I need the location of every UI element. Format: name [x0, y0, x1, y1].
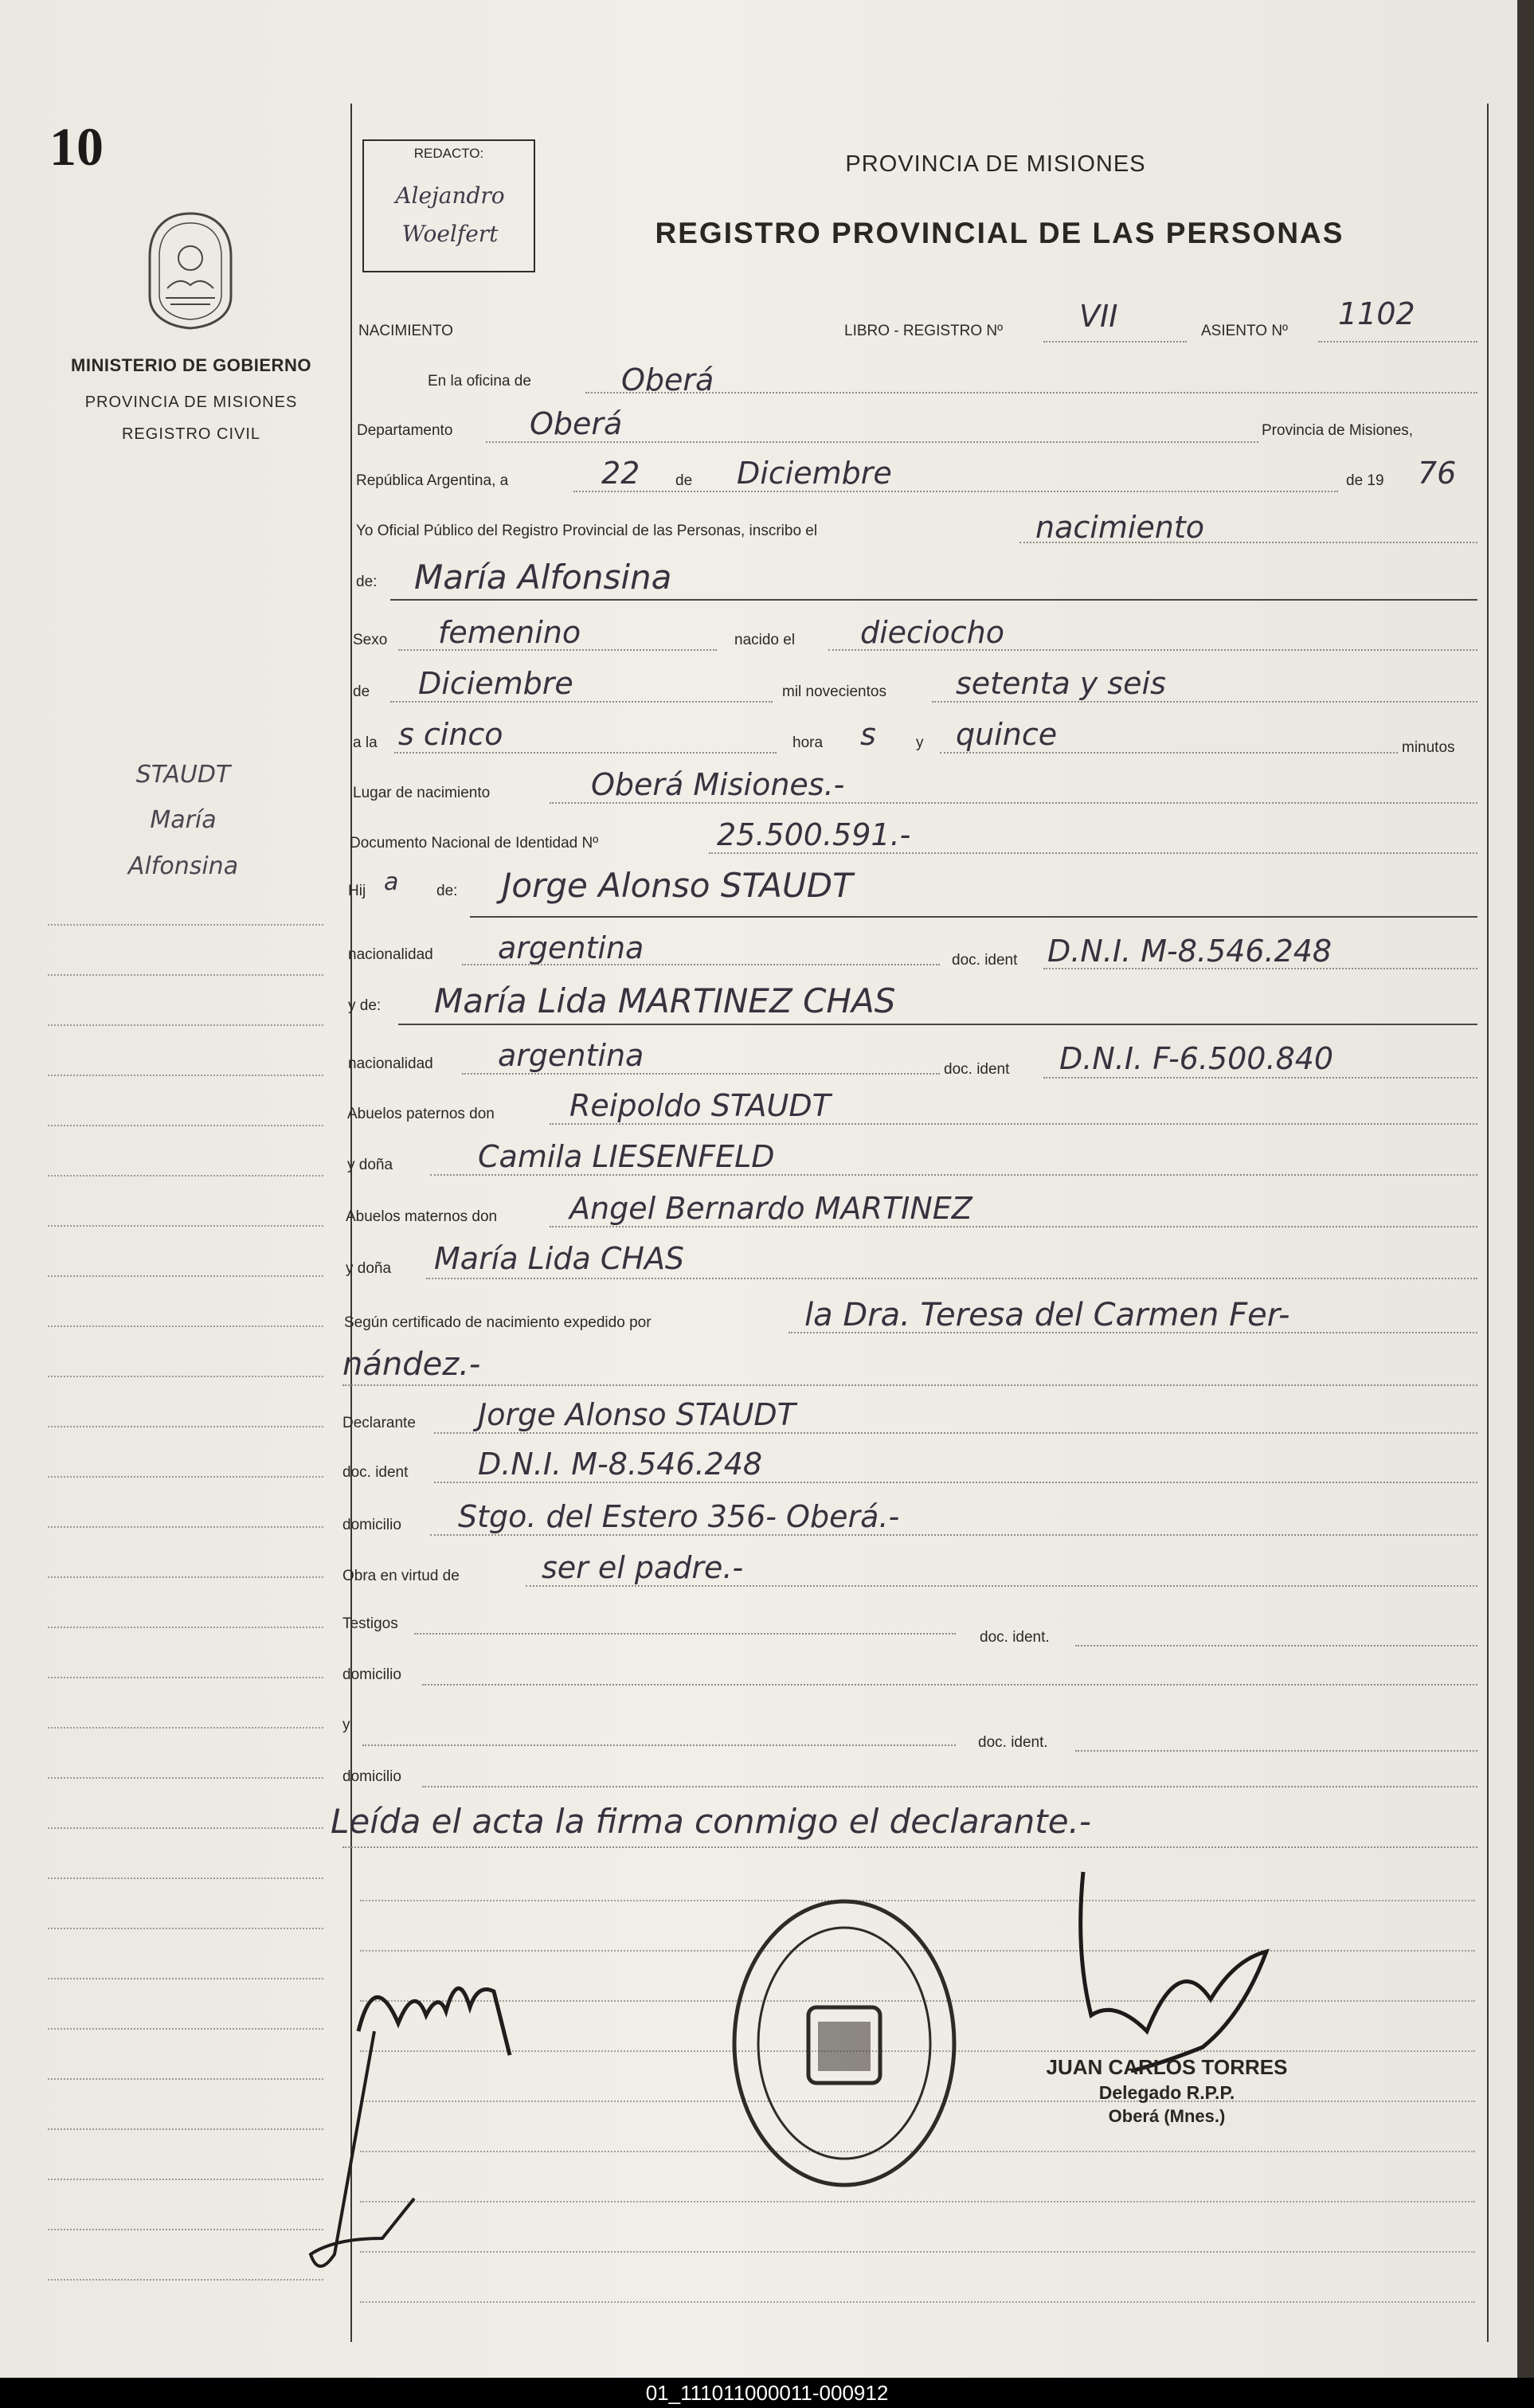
departamento-line [486, 441, 1258, 443]
mes-label: de [353, 683, 370, 700]
redacto-name-line1: Alejandro [395, 182, 505, 209]
lugar-label: Lugar de nacimiento [353, 785, 491, 801]
nacido-label: nacido el [734, 632, 796, 648]
hora-value: s [860, 717, 876, 752]
margin-ruled-line [48, 1075, 323, 1076]
redacto-name-line2: Woelfert [401, 221, 499, 247]
doc-padre-label: doc. ident [952, 952, 1018, 969]
declarante-line [434, 1432, 1477, 1434]
asiento-line [1318, 341, 1477, 343]
declarant-signature-icon [287, 1936, 589, 2286]
page-number: 10 [49, 116, 104, 177]
abuelo-mat-line [550, 1226, 1477, 1227]
domicilio-label: domicilio [342, 1517, 401, 1533]
domicilio-line [430, 1534, 1477, 1536]
margin-ruled-line [48, 1978, 323, 1979]
sexo-value: femenino [438, 615, 581, 650]
hijo-suffix: a [384, 868, 399, 896]
abuela-pat-value: Camila LIESENFELD [478, 1139, 775, 1174]
abuelo-mat-value: Angel Bernardo MARTINEZ [569, 1191, 972, 1226]
domicilio2-label: domicilio [342, 1666, 401, 1683]
nac-madre-label: nacionalidad [348, 1055, 433, 1072]
official-name: JUAN CARLOS TORRES [1046, 2055, 1288, 2079]
padre-value: Jorge Alonso STAUDT [502, 866, 853, 905]
margin-ruled-line [48, 1827, 323, 1829]
margin-ruled-line [48, 1777, 323, 1779]
year-value: 76 [1418, 456, 1457, 491]
mes-value: Diciembre [418, 666, 573, 701]
de-label: de [675, 472, 693, 489]
nombre-value: María Alfonsina [414, 558, 672, 597]
doc-declarante-label: doc. ident [342, 1464, 409, 1481]
redacto-box [362, 139, 535, 272]
margin-ruled-line [48, 1024, 323, 1026]
declarante-value: Jorge Alonso STAUDT [478, 1397, 796, 1432]
margin-note-name1: María [150, 806, 217, 834]
doc-ident3-line [1075, 1750, 1477, 1752]
oficial-label: Yo Oficial Público del Registro Provincial de las Personas, inscribo el [356, 523, 818, 539]
madre-line [398, 1024, 1477, 1025]
nac-padre-line [462, 964, 940, 965]
sexo-label: Sexo [353, 632, 388, 648]
margin-ruled-line [48, 974, 323, 976]
nombre-label: de: [356, 574, 378, 590]
abuela-pat-line [430, 1174, 1477, 1176]
nacido-value: dieciocho [860, 615, 1004, 650]
lugar-value: Oberá Misiones.- [591, 767, 845, 802]
year-label: de 19 [1346, 472, 1384, 489]
margin-ruled-line [48, 924, 323, 926]
alas-line [394, 752, 777, 754]
obra-line [526, 1585, 1477, 1587]
margin-ruled-line [48, 1376, 323, 1377]
doc-ident3-label: doc. ident. [978, 1734, 1048, 1751]
abuela-mat-label: y doña [346, 1260, 392, 1277]
testigos-line [414, 1633, 956, 1635]
margin-ruled-line [48, 1677, 323, 1678]
oficial-line [1019, 542, 1477, 543]
margin-ruled-line [48, 1627, 323, 1628]
margin-ruled-line [48, 1928, 323, 1929]
margin-ruled-line [48, 2128, 323, 2130]
abuela-mat-value: María Lida CHAS [434, 1241, 685, 1276]
testigos-label: Testigos [342, 1615, 398, 1632]
doc-ident2-line [1075, 1645, 1477, 1646]
nombre-line [390, 599, 1477, 601]
doc-madre-label: doc. ident [944, 1061, 1010, 1078]
hijo-de-label: de: [436, 883, 458, 899]
nac-padre-value: argentina [498, 930, 644, 965]
margin-ruled-line [48, 2179, 323, 2180]
abuela-pat-label: y doña [347, 1157, 393, 1173]
doc-declarante-value: D.N.I. M-8.546.248 [478, 1447, 763, 1482]
departamento-label: Departamento [357, 422, 453, 439]
minutos-label: minutos [1402, 739, 1455, 756]
madre-label: y de: [348, 997, 382, 1014]
dni-value: 25.500.591.- [717, 817, 911, 852]
oficina-line [585, 392, 1477, 394]
y-label: y [916, 734, 924, 751]
domicilio3-label: domicilio [342, 1768, 401, 1785]
abuelo-pat-line [550, 1123, 1477, 1125]
libro-label: LIBRO - REGISTRO Nº [844, 323, 1004, 339]
abuela-mat-line [426, 1278, 1477, 1279]
margin-ruled-line [48, 1476, 323, 1478]
margin-ruled-line [48, 1225, 323, 1227]
alas-label: a la [353, 734, 378, 751]
doc-ident2-label: doc. ident. [980, 1629, 1050, 1646]
provincial-crest-icon [143, 209, 237, 331]
doc-padre-value: D.N.I. M-8.546.248 [1047, 934, 1332, 969]
abuelo-pat-value: Reipoldo STAUDT [569, 1088, 831, 1123]
certificado-value1: la Dra. Teresa del Carmen Fer- [804, 1297, 1290, 1333]
lugar-line [550, 802, 1477, 804]
domicilio2-line [422, 1684, 1477, 1686]
domicilio3-line [422, 1786, 1477, 1787]
hora-label: hora [792, 734, 824, 751]
nac-madre-line [462, 1073, 940, 1075]
obra-label: Obra en virtud de [342, 1568, 460, 1584]
record-type-label: NACIMIENTO [358, 323, 453, 339]
doc-padre-line [1043, 968, 1477, 969]
margin-ruled-line [48, 2229, 323, 2230]
minutos-value: quince [956, 717, 1058, 752]
book-binding-edge [1517, 0, 1534, 2378]
milnov-value: setenta y seis [956, 666, 1166, 701]
declarante-label: Declarante [342, 1415, 416, 1431]
nac-madre-value: argentina [498, 1038, 644, 1073]
official-title: Delegado R.P.P. [1098, 2082, 1235, 2103]
domicilio-value: Stgo. del Estero 356- Oberá.- [458, 1499, 900, 1534]
header-registry: REGISTRO PROVINCIAL DE LAS PERSONAS [655, 217, 1344, 249]
y2-line [362, 1744, 956, 1746]
body-ruled-line [360, 2301, 1475, 2303]
margin-ruled-line [48, 1325, 323, 1327]
doc-madre-value: D.N.I. F-6.500.840 [1059, 1041, 1334, 1076]
libro-line [1043, 341, 1187, 343]
padre-line [470, 916, 1477, 918]
certificado-line1 [789, 1332, 1477, 1333]
ministry-office: REGISTRO CIVIL [121, 425, 261, 443]
closing-line [342, 1846, 1477, 1848]
nacido-line [828, 649, 1477, 651]
oficial-value: nacimiento [1035, 510, 1205, 545]
margin-ruled-line [48, 1877, 323, 1879]
margin-ruled-line [48, 1576, 323, 1578]
margin-ruled-line [48, 1727, 323, 1729]
certificado-label: Según certificado de nacimiento expedido por [344, 1314, 652, 1331]
margin-note-surname: STAUDT [135, 761, 231, 789]
margin-ruled-line [48, 2279, 323, 2281]
doc-madre-line [1043, 1077, 1477, 1079]
abuelos-pat-label: Abuelos paternos don [347, 1106, 495, 1122]
margin-ruled-line [48, 2078, 323, 2080]
margin-ruled-line [48, 1125, 323, 1126]
provincia-label: Provincia de Misiones, [1262, 422, 1414, 439]
margin-ruled-line [48, 1275, 323, 1277]
mes-line [390, 701, 773, 703]
ministry-title: MINISTERIO DE GOBIERNO [71, 355, 311, 375]
asiento-label: ASIENTO Nº [1201, 323, 1288, 339]
obra-value: ser el padre.- [542, 1550, 744, 1585]
margin-note-name2: Alfonsina [127, 852, 239, 880]
y2-label: y [342, 1717, 350, 1733]
dni-line [709, 852, 1477, 854]
republica-label: República Argentina, a [356, 472, 509, 489]
nac-padre-label: nacionalidad [348, 946, 433, 963]
footer-image-id: 01_111011000011-000912 [0, 2378, 1534, 2408]
departamento-value: Oberá [530, 406, 623, 441]
ministry-province: PROVINCIA DE MISIONES [84, 394, 298, 411]
minutos-line [940, 752, 1398, 754]
margin-ruled-line [48, 1426, 323, 1427]
right-margin-rule [1487, 104, 1489, 2342]
madre-value: María Lida MARTINEZ CHAS [434, 981, 896, 1020]
milnov-label: mil novecientos [782, 683, 886, 700]
margin-ruled-line [48, 2028, 323, 2030]
certificado-value2: nández.- [342, 1346, 481, 1383]
asiento-value: 1102 [1338, 296, 1415, 331]
hijo-label: Hij [348, 883, 366, 899]
alas-value: s cinco [398, 717, 503, 752]
milnov-line [932, 701, 1477, 703]
official-stamp-icon [729, 1896, 960, 2191]
fecha-line [573, 491, 1338, 492]
redacto-label: REDACTO: [413, 146, 484, 161]
abuelos-mat-label: Abuelos maternos don [346, 1208, 498, 1225]
oficina-label: En la oficina de [428, 373, 531, 390]
sexo-line [398, 649, 717, 651]
oficina-value: Oberá [621, 362, 714, 397]
closing-statement: Leída el acta la firma conmigo el declarante.- [331, 1802, 1092, 1841]
certificado-line2 [342, 1384, 1477, 1386]
day-value: 22 [601, 456, 640, 491]
header-province: PROVINCIA DE MISIONES [845, 151, 1146, 177]
month-value: Diciembre [737, 456, 892, 491]
dni-label: Documento Nacional de Identidad Nº [350, 835, 599, 852]
doc-declarante-line [434, 1482, 1477, 1483]
margin-ruled-line [48, 1175, 323, 1177]
official-place: Oberá (Mnes.) [1108, 2106, 1226, 2126]
libro-value: VII [1079, 299, 1118, 334]
margin-ruled-line [48, 1526, 323, 1528]
